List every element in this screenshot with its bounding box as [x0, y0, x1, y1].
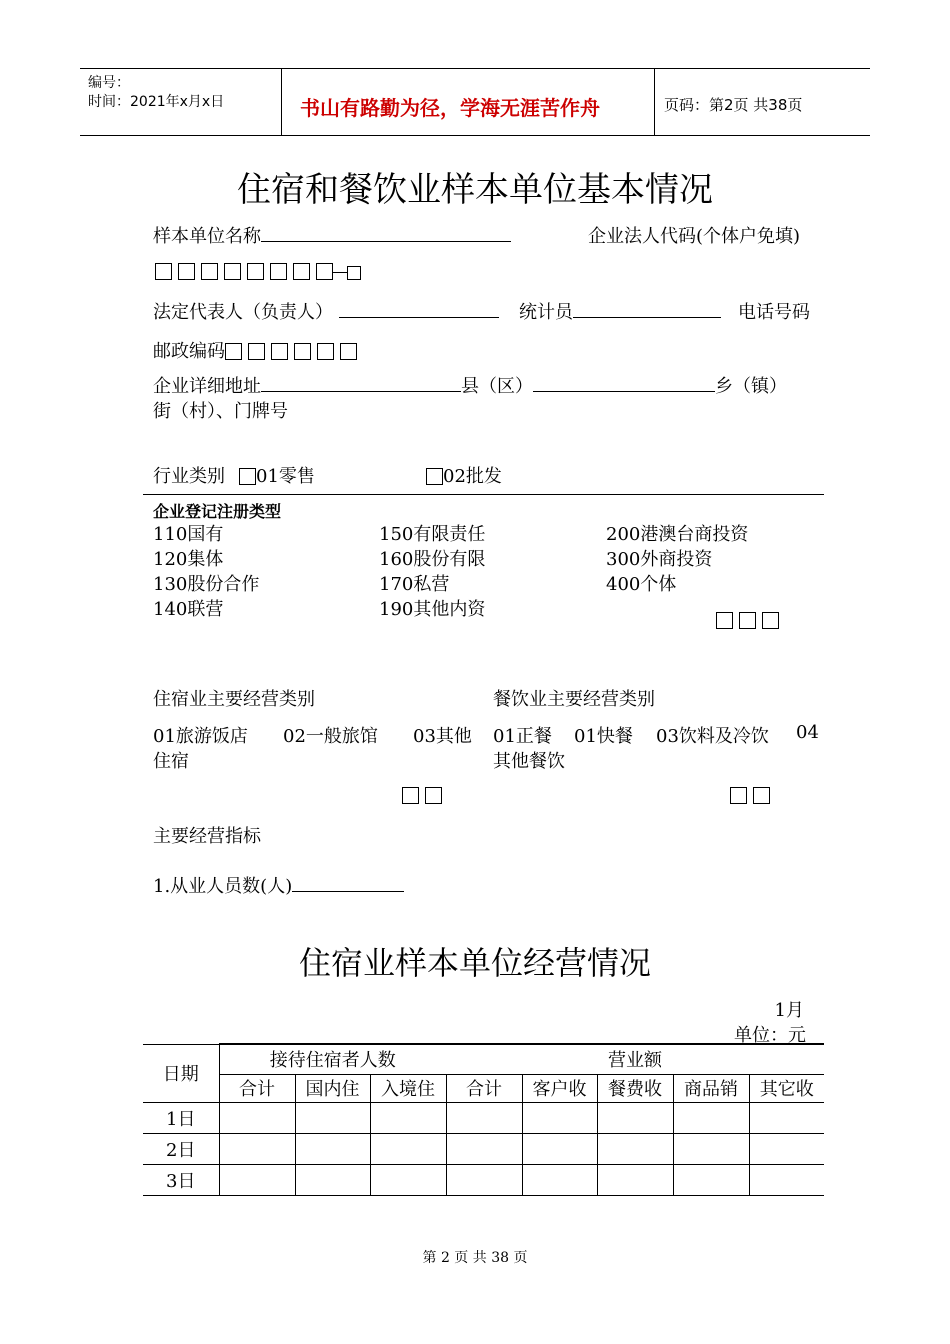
address-field — [153, 372, 787, 398]
unit-name-blank[interactable] — [261, 225, 511, 242]
reg-type-item: 170私营 — [379, 574, 450, 595]
row-date-cell — [143, 1133, 219, 1164]
postal-box[interactable] — [294, 343, 311, 360]
reg-code-box[interactable] — [739, 612, 756, 629]
lodging-code-box[interactable] — [425, 787, 442, 804]
statistician-blank[interactable] — [573, 301, 721, 318]
section2-title: 住宿业样本单位经营情况 — [298, 944, 651, 982]
header-top-rule — [80, 68, 870, 69]
phone-label: 电话号码 — [738, 302, 810, 323]
code-box[interactable] — [316, 263, 333, 280]
sub-header: 入境住 — [381, 1079, 435, 1100]
code-box[interactable] — [293, 263, 310, 280]
data-cell[interactable] — [673, 1164, 749, 1195]
reg-type-item: 200港澳台商投资 — [606, 524, 749, 545]
reg-types-col3 — [606, 522, 748, 597]
page-title: 住宿和餐饮业样本单位基本情况 — [237, 170, 713, 210]
header-bottom-rule — [80, 135, 870, 136]
row-date: 2日 — [166, 1139, 196, 1161]
sub-header-cell — [522, 1074, 597, 1102]
reg-type-item: 130股份合作 — [153, 574, 260, 595]
header-time-label: 时间：2021年x月x日 — [88, 94, 225, 110]
data-cell[interactable] — [749, 1133, 824, 1164]
reg-type-item: 160股份有限 — [379, 549, 486, 570]
month-label: 1月 — [774, 1000, 804, 1021]
sub-header: 其它收 — [759, 1079, 814, 1100]
industry-wholesale-field — [426, 462, 502, 488]
reg-types-col1 — [153, 522, 259, 622]
header-page-info: 页码：第2页 共38页 — [664, 96, 803, 114]
data-cell[interactable] — [219, 1133, 295, 1164]
street-label: 街（村）、门牌号 — [153, 401, 288, 422]
reg-code-box[interactable] — [762, 612, 779, 629]
catering-code-box[interactable] — [753, 787, 770, 804]
sub-header-cell — [446, 1074, 522, 1102]
catering-opt-1: 01正餐 — [493, 726, 552, 747]
code-box[interactable] — [224, 263, 241, 280]
employees-blank[interactable] — [292, 875, 404, 892]
sub-header: 合计 — [466, 1079, 502, 1100]
data-cell[interactable] — [673, 1133, 749, 1164]
catering-opt-2: 01快餐 — [574, 726, 633, 747]
sub-header-cell — [749, 1074, 824, 1102]
data-cell[interactable] — [522, 1164, 597, 1195]
data-cell[interactable] — [295, 1133, 370, 1164]
date-header: 日期 — [162, 1064, 199, 1085]
catering-opt-4: 04 — [796, 722, 819, 743]
group1-header-cell — [219, 1044, 446, 1074]
reg-type-item: 110国有 — [153, 524, 224, 545]
code-box[interactable] — [270, 263, 287, 280]
catering-opt-3: 03饮料及冷饮 — [656, 726, 769, 747]
industry-retail-checkbox[interactable] — [239, 468, 256, 485]
legal-code-boxes[interactable] — [155, 261, 367, 282]
industry-label: 行业类别 — [153, 466, 225, 487]
data-cell[interactable] — [446, 1102, 522, 1133]
header-divider-2 — [654, 68, 655, 135]
industry-wholesale-checkbox[interactable] — [426, 468, 443, 485]
data-cell[interactable] — [370, 1164, 446, 1195]
data-cell[interactable] — [446, 1164, 522, 1195]
unit-name-field — [153, 222, 511, 248]
sub-header-cell — [295, 1074, 370, 1102]
data-cell[interactable] — [749, 1164, 824, 1195]
postal-label: 邮政编码 — [153, 341, 225, 362]
employees-label: 1.从业人员数(人) — [153, 876, 293, 897]
industry-field — [153, 462, 315, 488]
industry-retail-label: 01零售 — [256, 466, 315, 487]
data-cell[interactable] — [597, 1102, 673, 1133]
code-box[interactable] — [178, 263, 195, 280]
reg-type-item: 190其他内资 — [379, 599, 486, 620]
footer-page-number: 第 2 页 共 38 页 — [422, 1250, 528, 1266]
data-cell[interactable] — [522, 1133, 597, 1164]
postal-box[interactable] — [317, 343, 334, 360]
code-box[interactable] — [155, 263, 172, 280]
date-header-cell — [143, 1044, 219, 1102]
sub-header-cell — [597, 1074, 673, 1102]
group2-header-cell — [446, 1044, 824, 1074]
row-date-cell — [143, 1164, 219, 1195]
legal-code-label: 企业法人代码(个体户免填) — [588, 226, 801, 247]
catering-code-boxes[interactable] — [730, 786, 770, 805]
reg-types-col2 — [379, 522, 485, 622]
header-motto: 书山有路勤为径，学海无涯苦作舟 — [300, 96, 600, 120]
industry-wholesale-label: 02批发 — [443, 466, 502, 487]
employees-field — [153, 872, 404, 898]
sub-header: 国内住 — [305, 1079, 360, 1100]
postal-box[interactable] — [271, 343, 288, 360]
statistician-label: 统计员 — [519, 302, 573, 323]
data-cell[interactable] — [749, 1102, 824, 1133]
header-divider-1 — [281, 68, 282, 135]
data-cell[interactable] — [295, 1102, 370, 1133]
sub-header-cell — [673, 1074, 749, 1102]
reg-type-item: 120集体 — [153, 549, 224, 570]
sub-header: 商品销 — [684, 1079, 738, 1100]
main-indicators-label: 主要经营指标 — [153, 826, 261, 847]
header-code-label: 编号： — [88, 75, 130, 91]
reg-type-item: 140联营 — [153, 599, 224, 620]
reg-type-item: 400个体 — [606, 574, 677, 595]
address-label: 企业详细地址 — [153, 376, 261, 397]
table-row — [143, 1133, 824, 1164]
data-cell[interactable] — [597, 1133, 673, 1164]
code-dash — [333, 272, 347, 273]
lodging-opt-cont: 住宿 — [153, 751, 189, 772]
catering-opt-cont: 其他餐饮 — [493, 751, 565, 772]
reg-type-item: 300外商投资 — [606, 549, 713, 570]
sub-header-cell — [370, 1074, 446, 1102]
postal-box[interactable] — [340, 343, 357, 360]
code-box[interactable] — [201, 263, 218, 280]
statistician-field — [519, 298, 721, 324]
lodging-opt-3: 03其他 — [413, 726, 472, 747]
data-cell[interactable] — [673, 1102, 749, 1133]
lodging-code-box[interactable] — [402, 787, 419, 804]
catering-cat-label: 餐饮业主要经营类别 — [493, 689, 655, 710]
sub-header: 合计 — [239, 1079, 275, 1100]
data-cell[interactable] — [370, 1133, 446, 1164]
table-row — [143, 1102, 824, 1133]
postal-field — [153, 337, 363, 363]
group1-header: 接待住宿者人数 — [269, 1050, 396, 1072]
reg-type-code-boxes[interactable] — [716, 611, 779, 630]
data-cell[interactable] — [295, 1164, 370, 1195]
unit-name-label: 样本单位名称 — [153, 226, 261, 247]
reg-code-box[interactable] — [716, 612, 733, 629]
row-date: 1日 — [166, 1108, 196, 1130]
lodging-code-boxes[interactable] — [402, 786, 442, 805]
county-label: 县（区） — [461, 376, 533, 397]
data-cell[interactable] — [219, 1164, 295, 1195]
revenue-table — [143, 1043, 824, 1196]
sub-header: 客户收 — [532, 1079, 587, 1100]
reg-type-heading: 企业登记注册类型 — [153, 502, 282, 521]
catering-code-box[interactable] — [730, 787, 747, 804]
postal-box[interactable] — [248, 343, 265, 360]
code-box[interactable] — [247, 263, 264, 280]
data-cell[interactable] — [219, 1102, 295, 1133]
county-blank[interactable] — [533, 375, 715, 392]
lodging-opt-2: 02一般旅馆 — [283, 726, 378, 747]
sub-header: 餐费收 — [608, 1079, 662, 1100]
group2-header: 营业额 — [608, 1050, 662, 1072]
address-blank[interactable] — [261, 375, 461, 392]
data-cell[interactable] — [597, 1164, 673, 1195]
section-divider — [143, 494, 824, 495]
postal-box[interactable] — [225, 343, 242, 360]
row-date: 3日 — [166, 1170, 196, 1192]
code-check-box[interactable] — [347, 266, 361, 280]
lodging-opt-1: 01旅游饭店 — [153, 726, 248, 747]
reg-type-item: 150有限责任 — [379, 524, 486, 545]
legal-rep-field — [153, 298, 499, 324]
legal-rep-label: 法定代表人（负责人） — [153, 302, 333, 323]
sub-header-cell — [219, 1074, 295, 1102]
data-cell[interactable] — [522, 1102, 597, 1133]
data-cell[interactable] — [446, 1133, 522, 1164]
unit-label: 单位：元 — [734, 1025, 806, 1046]
table-row — [143, 1164, 824, 1195]
legal-rep-blank[interactable] — [339, 301, 499, 318]
data-cell[interactable] — [370, 1102, 446, 1133]
town-label: 乡（镇） — [715, 376, 787, 397]
lodging-cat-label: 住宿业主要经营类别 — [153, 689, 315, 710]
row-date-cell — [143, 1102, 219, 1133]
